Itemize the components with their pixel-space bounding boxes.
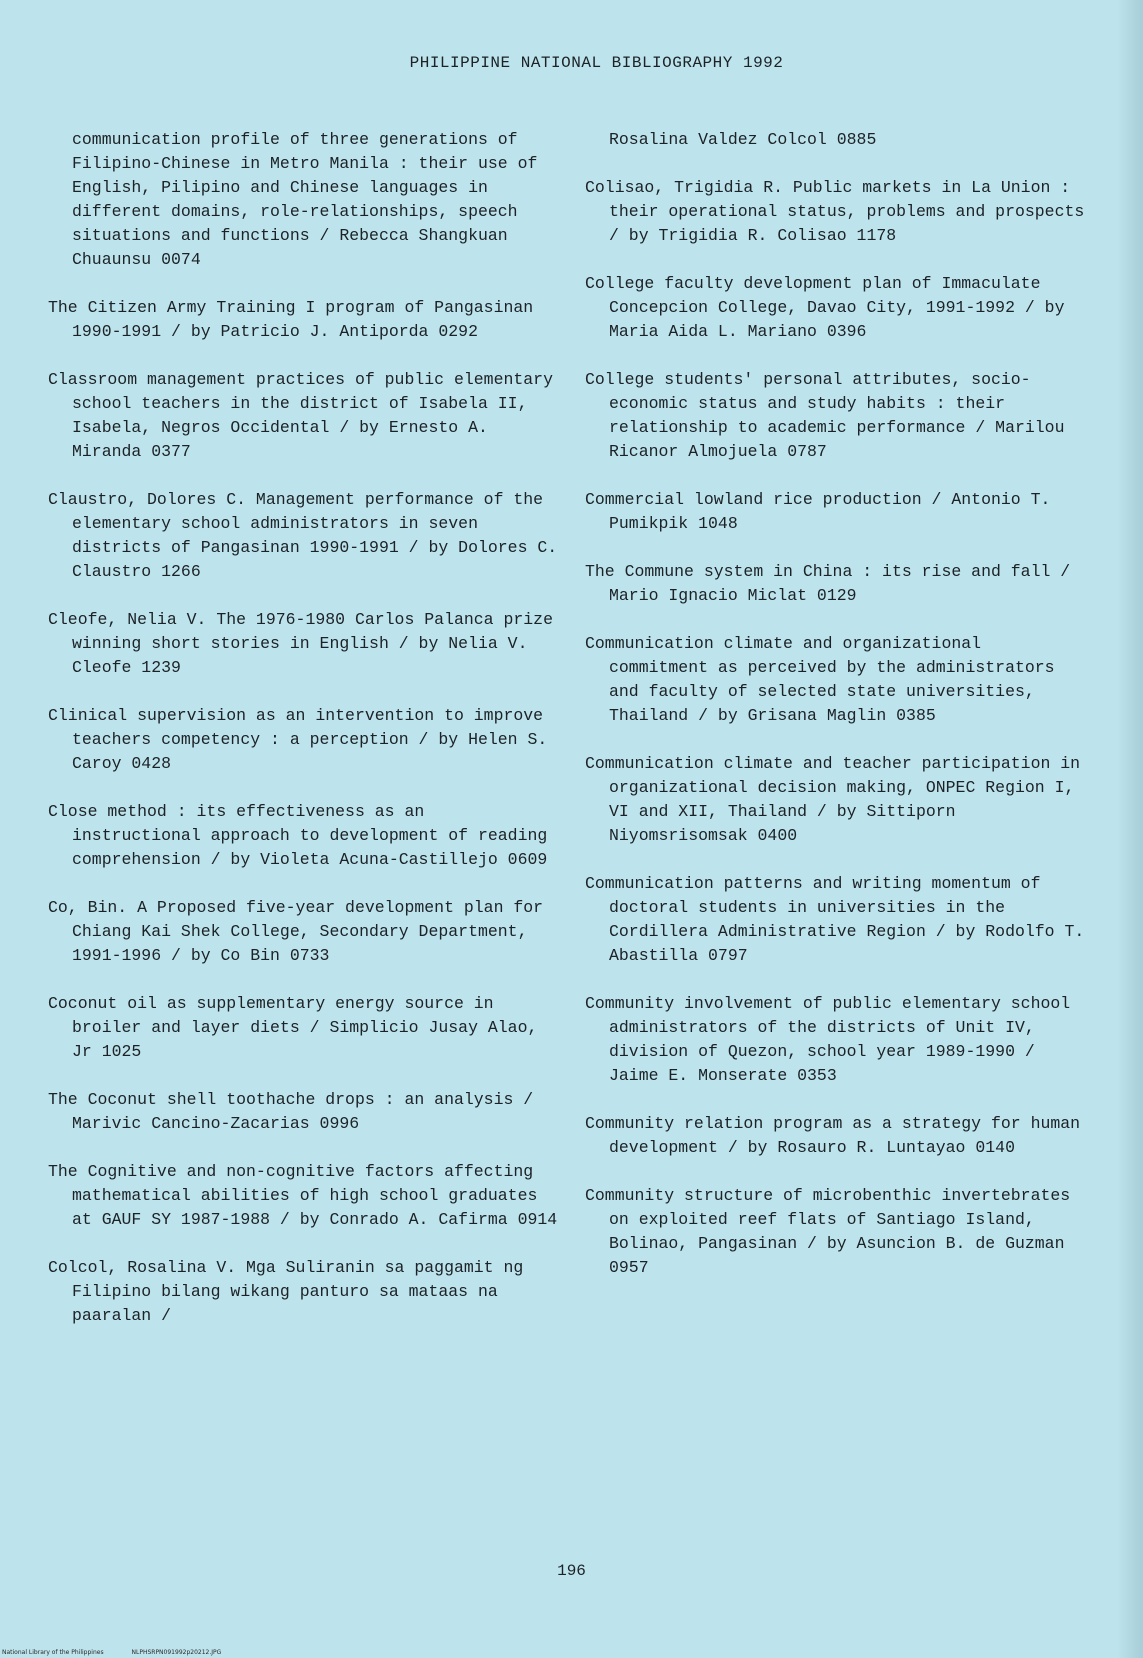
bibliography-entry: College students' personal attributes, socio-economic status and study habits : their relationship to academic performance / Marilou Ricanor Almojuela 0787: [585, 370, 1065, 461]
bibliography-entry-continued: Rosalina Valdez Colcol 0885: [609, 130, 877, 149]
bibliography-entry: The Commune system in China : its rise and fall / Mario Ignacio Miclat 0129: [585, 562, 1071, 605]
running-header: PHILIPPINE NATIONAL BIBLIOGRAPHY 1992: [409, 54, 784, 72]
scan-edge-shadow: [1117, 0, 1143, 1658]
bibliography-entry: Clinical supervision as an intervention to improve teachers competency : a perception / by Helen S. Caroy 0428: [48, 706, 548, 773]
bibliography-entry: Coconut oil as supplementary energy source in broiler and layer diets / Simplicio Jusay Alao, Jr 1025: [48, 994, 538, 1061]
right-column: [585, 128, 1085, 1304]
bibliography-entry: Claustro, Dolores C. Management performance of the elementary school administrators in seven districts of Pangasinan 1990-1991 / by Dolores C. Claustro 1266: [48, 490, 558, 581]
bibliography-entry: Communication climate and organizational commitment as perceived by the administrators and faculty of selected state universities, Thailand / by Grisana Maglin 0385: [585, 634, 1055, 725]
file-name: NLPHSRPN091992p20212.JPG: [131, 1649, 222, 1656]
bibliography-entry: The Cognitive and non-cognitive factors affecting mathematical abilities of high school graduates at GAUF SY 1987-1988 / by Conrado A. Cafirma 0914: [48, 1162, 558, 1229]
footer-credit: [2, 1649, 247, 1656]
bibliography-entry: Close method : its effectiveness as an instructional approach to development of reading comprehension / by Violeta Acuna-Castillejo 0609: [48, 802, 548, 869]
bibliography-entry: Colcol, Rosalina V. Mga Suliranin sa paggamit ng Filipino bilang wikang panturo sa mataas na paaralan /: [48, 1258, 524, 1325]
bibliography-entry: Community structure of microbenthic invertebrates on exploited reef flats of Santiago Island, Bolinao, Pangasinan / by Asuncion B. de Guzman 0957: [585, 1186, 1071, 1277]
bibliography-entry: Communication patterns and writing momentum of doctoral students in universities in the Cordillera Administrative Region / by Rodolfo T. Abastilla 0797: [585, 874, 1085, 965]
bibliography-entry: Colisao, Trigidia R. Public markets in La Union : their operational status, problems and prospects / by Trigidia R. Colisao 1178: [585, 178, 1085, 245]
bibliography-entry: Commercial lowland rice production / Antonio T. Pumikpik 1048: [585, 490, 1051, 533]
bibliography-entry: The Citizen Army Training I program of Pangasinan 1990-1991 / by Patricio J. Antiporda 0292: [48, 298, 534, 341]
bibliography-entry: College faculty development plan of Immaculate Concepcion College, Davao City, 1991-1992 / by Maria Aida L. Mariano 0396: [585, 274, 1065, 341]
bibliography-entry: The Coconut shell toothache drops : an analysis / Marivic Cancino-Zacarias 0996: [48, 1090, 534, 1133]
bibliography-entry: Co, Bin. A Proposed five-year development plan for Chiang Kai Shek College, Secondary Department, 1991-1996 / by Co Bin 0733: [48, 898, 544, 965]
bibliography-entry: Community involvement of public elementary school administrators of the districts of Unit IV, division of Quezon, school year 1989-1990 / Jaime E. Monserate 0353: [585, 994, 1071, 1085]
bibliography-entry: Community relation program as a strategy for human development / by Rosauro R. Luntayao 0140: [585, 1114, 1081, 1157]
left-column: [48, 128, 558, 1352]
library-credit: National Library of the Philippines: [2, 1649, 104, 1656]
bibliography-entry: Communication climate and teacher participation in organizational decision making, ONPEC Region I, VI and XII, Thailand / by Sittiporn Niyomsrisomsak 0400: [585, 754, 1081, 845]
page-number: 196: [557, 1562, 586, 1580]
bibliography-entry-continued: communication profile of three generations of Filipino-Chinese in Metro Manila : their use of English, Pilipino and Chinese languages in different domains, role-relationships, speech situations and functions / Rebecca Shangkuan Chuaunsu 0074: [72, 130, 538, 269]
bibliography-entry: Cleofe, Nelia V. The 1976-1980 Carlos Palanca prize winning short stories in English / by Nelia V. Cleofe 1239: [48, 610, 553, 677]
bibliography-entry: Classroom management practices of public elementary school teachers in the district of Isabela II, Isabela, Negros Occidental / by Ernesto A. Miranda 0377: [48, 370, 553, 461]
